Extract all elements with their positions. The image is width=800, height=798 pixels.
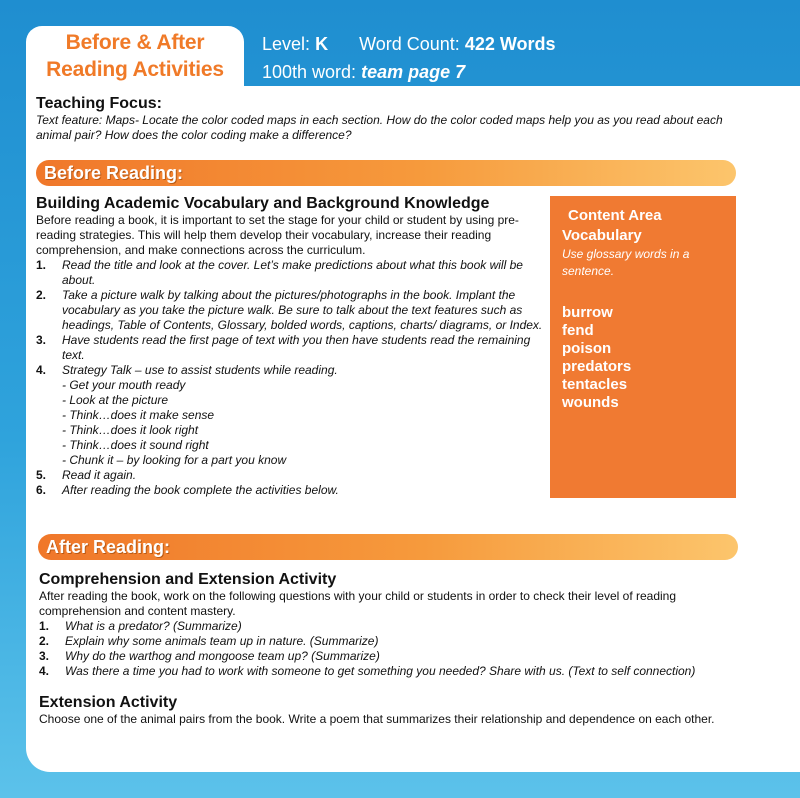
list-item: 3. Why do the warthog and mongoose team up? (Summarize) — [39, 649, 380, 663]
before-reading-section — [36, 194, 544, 498]
list-item: 1. What is a predator? (Summarize) — [39, 619, 242, 633]
vocab-heading-1: Content Area — [568, 207, 662, 224]
strategy-item: - Think…does it sound right — [62, 438, 209, 452]
title-line-2: Reading Activities — [46, 58, 224, 81]
content-panel — [26, 86, 800, 772]
vocab-word: wounds — [562, 394, 619, 411]
hundredth-value: team page 7 — [361, 62, 466, 82]
vocab-word: fend — [562, 322, 594, 339]
extension-text: Choose one of the animal pairs from the book. Write a poem that summarizes their relationship and dependence on each other. — [39, 712, 715, 726]
list-item: 4. Strategy Talk – use to assist students while reading. — [36, 363, 338, 377]
level-label: Level: — [262, 34, 311, 54]
hundredth-label: 100th word: — [262, 62, 357, 82]
strategy-item: - Think…does it make sense — [62, 408, 215, 422]
list-item: 5. Read it again. — [36, 468, 137, 482]
level-value: K — [315, 34, 329, 54]
teaching-focus-heading: Teaching Focus: — [36, 95, 162, 112]
after-reading-questions — [39, 619, 739, 679]
after-reading-band: After Reading: — [38, 534, 738, 560]
hundredth-row — [262, 58, 556, 86]
before-reading-steps-final — [36, 468, 544, 498]
extension-heading: Extension Activity — [39, 694, 178, 711]
after-reading-intro: After reading the book, work on the following questions with your child or students in order to check their level of reading comprehension and content mastery. — [39, 589, 677, 618]
strategy-item: - Think…does it look right — [62, 423, 199, 437]
vocab-word: burrow — [562, 304, 613, 321]
before-reading-steps — [36, 258, 544, 378]
list-item: 6. After reading the book complete the activities below. — [36, 483, 339, 497]
list-item: 2. Take a picture walk by talking about the pictures/photographs in the book. Implant the vocabulary as you take the picture walk. Be sure to talk about the text features such as headings, Table of Contents, Glossary, bolded words, captions, charts/ diagrams, or Index. — [36, 288, 543, 332]
after-reading-section — [39, 570, 739, 727]
word-count-value: 422 Words — [464, 34, 556, 54]
strategy-item: - Get your mouth ready — [62, 378, 186, 392]
teaching-focus — [36, 94, 736, 143]
strategy-item: - Chunk it – by looking for a part you know — [62, 453, 287, 467]
strategy-item: - Look at the picture — [62, 393, 169, 407]
list-item: 4. Was there a time you had to work with someone to get something you needed? Share with us. (Text to self connection) — [39, 664, 696, 678]
vocab-word: poison — [562, 340, 612, 357]
after-reading-heading: Comprehension and Extension Activity — [39, 571, 337, 588]
vocab-subtitle: Use glossary words in a sentence. — [562, 247, 690, 278]
word-count-label: Word Count: — [359, 34, 460, 54]
before-reading-heading: Building Academic Vocabulary and Background Knowledge — [36, 195, 490, 212]
level-row — [262, 30, 556, 58]
list-item: 1. Read the title and look at the cover. Let’s make predictions about what this book will be about. — [36, 258, 523, 287]
vocab-word: predators — [562, 358, 632, 375]
list-item: 3. Have students read the first page of text with you then have students read the remaining text. — [36, 333, 531, 362]
vocab-word: tentacles — [562, 376, 628, 393]
title-tab — [26, 26, 244, 86]
vocabulary-box — [550, 196, 736, 498]
title-line-1: Before & After — [65, 31, 205, 54]
teaching-focus-text: Text feature: Maps- Locate the color coded maps in each section. How do the color coded maps help you as you read about each animal pair? How does the color coding make a difference? — [36, 113, 723, 142]
before-reading-band: Before Reading: — [36, 160, 736, 186]
vocab-heading-2: Vocabulary — [562, 227, 642, 244]
before-reading-intro: Before reading a book, it is important to set the stage for your child or student by using pre-reading strategies. This will help them develop their vocabulary, increase their reading comprehension, and make connections across the curriculum. — [36, 213, 519, 257]
header-info — [262, 30, 556, 86]
list-item: 2. Explain why some animals team up in nature. (Summarize) — [39, 634, 379, 648]
